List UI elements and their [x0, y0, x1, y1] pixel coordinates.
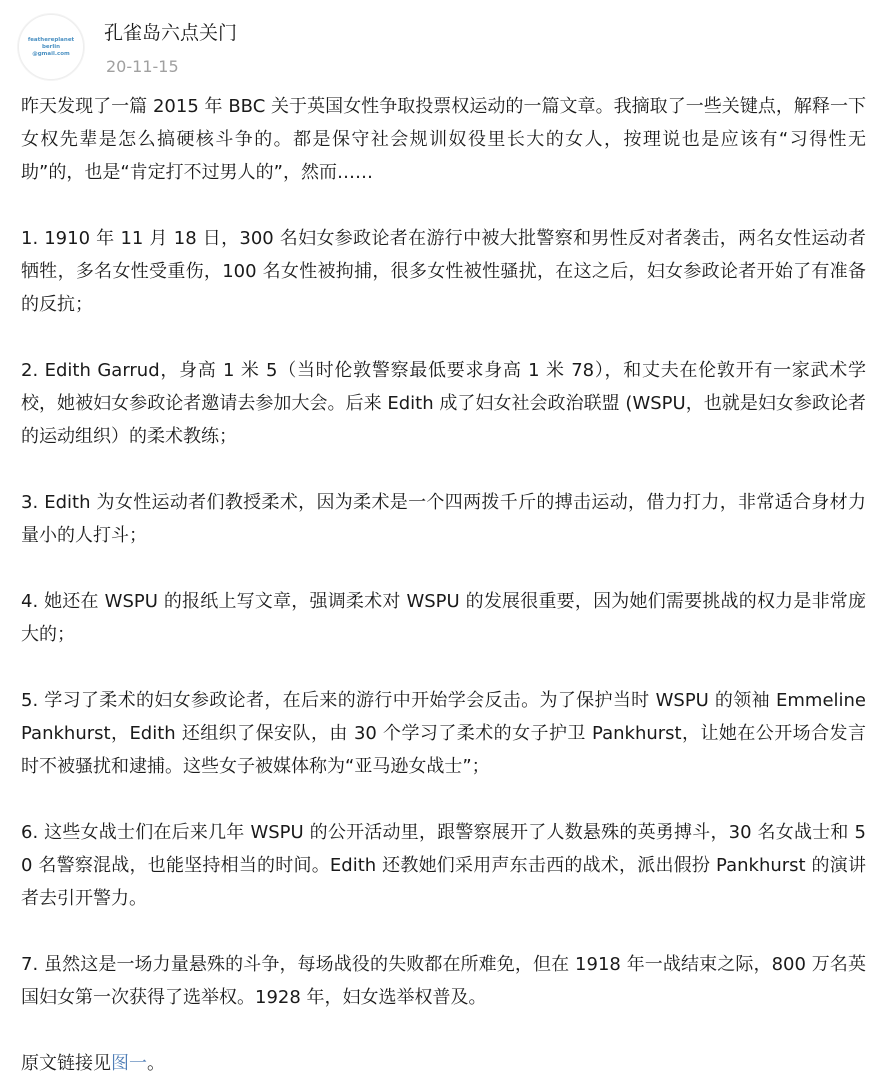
avatar[interactable] [18, 14, 84, 80]
footer-suffix: 。 [147, 1053, 165, 1074]
post-paragraph-7: 7. 虽然这是一场力量悬殊的斗争，每场战役的失败都在所难免，但在 1918 年一战结束之际，800 万名英国妇女第一次获得了选举权。1928 年，妇女选举权普及。 [21, 954, 866, 1008]
footer-prefix: 原文链接见 [21, 1053, 111, 1074]
post-header [18, 14, 858, 84]
post-paragraph-6: 6. 这些女战士们在后来几年 WSPU 的公开活动里，跟警察展开了人数悬殊的英勇搏斗，30 名女战士和 50 名警察混战，也能坚持相当的时间。Edith 还教她们采用声东击西的战术，派出假扮 Pankhurst 的演讲者去引开警力。 [21, 822, 866, 909]
author-name[interactable]: 孔雀岛六点关门 [104, 22, 238, 44]
post-paragraph-3: 3. Edith 为女性运动者们教授柔术，因为柔术是一个四两拨千斤的搏击运动，借力打力，非常适合身材力量小的人打斗； [21, 492, 866, 546]
post-paragraph-intro: 昨天发现了一篇 2015 年 BBC 关于英国女性争取投票权运动的一篇文章。我摘取了一些关键点，解释一下女权先辈是怎么搞硬核斗争的。都是保守社会规训奴役里长大的女人，按理说也是应该有“习得性无助”的，也是“肯定打不过男人的”，然而…… [21, 96, 866, 183]
avatar-text-line: @gmail.com [32, 51, 70, 57]
post-paragraph-5: 5. 学习了柔术的妇女参政论者，在后来的游行中开始学会反击。为了保护当时 WSPU 的领袖 Emmeline Pankhurst，Edith 还组织了保安队，由 30 个学习了柔术的女子护卫 Pankhurst，让她在公开场合发言时不被骚扰和逮捕。这些女子被媒体称为“亚马逊女战士”； [21, 690, 866, 777]
source-image-link[interactable]: 图一 [111, 1053, 147, 1074]
avatar-text-line: feathereplanet [27, 37, 75, 43]
post-paragraph-2: 2. Edith Garrud，身高 1 米 5（当时伦敦警察最低要求身高 1 米 78），和丈夫在伦敦开有一家武术学校，她被妇女参政论者邀请去参加大会。后来 Edith 成了妇女社会政治联盟 (WSPU，也就是妇女参政论者的运动组织）的柔术教练； [21, 360, 866, 447]
post-paragraph-1: 1. 1910 年 11 月 18 日，300 名妇女参政论者在游行中被大批警察和男性反对者袭击，两名女性运动者牺牲，多名女性受重伤，100 名女性被拘捕，很多女性被性骚扰，在这之后，妇女参政论者开始了有准备的反抗； [21, 228, 866, 315]
post-footer [21, 1047, 866, 1080]
post-paragraph-4: 4. 她还在 WSPU 的报纸上写文章，强调柔术对 WSPU 的发展很重要，因为她们需要挑战的权力是非常庞大的； [21, 591, 866, 645]
post-body [21, 90, 866, 1080]
avatar-text-line: berlin [41, 44, 61, 50]
post-date: 20-11-15 [106, 57, 179, 76]
